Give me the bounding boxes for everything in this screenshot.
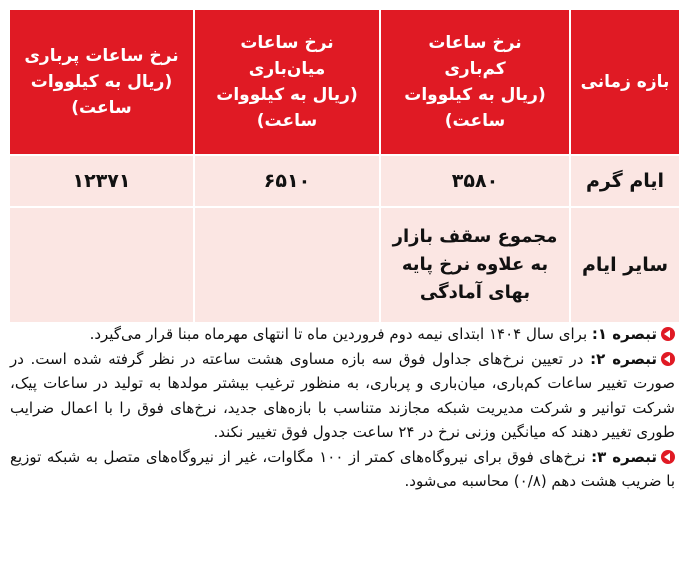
notes-section — [10, 322, 675, 494]
note-label: تبصره ۲: — [590, 349, 657, 368]
header-period: بازه زمانی — [570, 9, 680, 155]
arrow-bullet-icon — [661, 450, 675, 464]
arrow-bullet-icon — [661, 327, 675, 341]
note-text: نرخ‌های فوق برای نیروگاه‌های کمتر از ۱۰۰ مگاوات، غیر از نیروگاه‌های متصل به شبکه توزیع با ضریب هشت دهم (۰/۸) محاسبه می‌شود. — [10, 447, 675, 490]
header-low-load: نرخ ساعات کم‌باری (ریال به کیلووات ساعت) — [380, 9, 570, 155]
cell-low-rate: ۳۵۸۰ — [380, 155, 570, 207]
note-3 — [10, 445, 675, 494]
note-text: برای سال ۱۴۰۴ ابتدای نیمه دوم فروردین ماه تا انتهای مهرماه مبنا قرار می‌گیرد. — [89, 325, 592, 343]
table-row — [9, 155, 680, 207]
arrow-bullet-icon — [661, 352, 675, 366]
cell-period-warm: ایام گرم — [570, 155, 680, 207]
note-2 — [10, 347, 675, 445]
table-row — [9, 207, 680, 323]
cell-peak-rate: ۱۲۳۷۱ — [9, 155, 194, 207]
note-1 — [10, 322, 675, 347]
cell-mid-rate: ۶۵۱۰ — [194, 155, 380, 207]
cell-empty — [194, 207, 380, 323]
header-mid-load: نرخ ساعات میان‌باری (ریال به کیلووات ساعت) — [194, 9, 380, 155]
cell-empty — [9, 207, 194, 323]
header-peak-load: نرخ ساعات پرباری (ریال به کیلووات ساعت) — [9, 9, 194, 155]
cell-merged-rate: مجموع سقف بازار به علاوه نرخ پایه بهای آمادگی — [380, 207, 570, 323]
cell-period-other: سایر ایام — [570, 207, 680, 323]
note-label: تبصره ۱: — [591, 325, 657, 343]
note-text: در تعیین نرخ‌های جداول فوق سه بازه مساوی هشت ساعته در نظر گرفته شده است. در صورت تغییر ساعات کم‌باری، میان‌باری و پرباری، به منظور ترغیب بیشتر مولدها به تولید در ساعات پیک، شرکت توانیر و شرکت مدیریت شبکه مجازند متناسب با بازه‌های جدید، نرخ‌های فوق را با اعمال ضرایب طوری تغییر دهند که میانگین وزنی نرخ در ۲۴ ساعت جدول فوق تغییر نکند. — [10, 349, 675, 441]
table-header-row — [9, 9, 680, 155]
note-label: تبصره ۳: — [591, 447, 657, 466]
tariff-table — [8, 8, 681, 324]
